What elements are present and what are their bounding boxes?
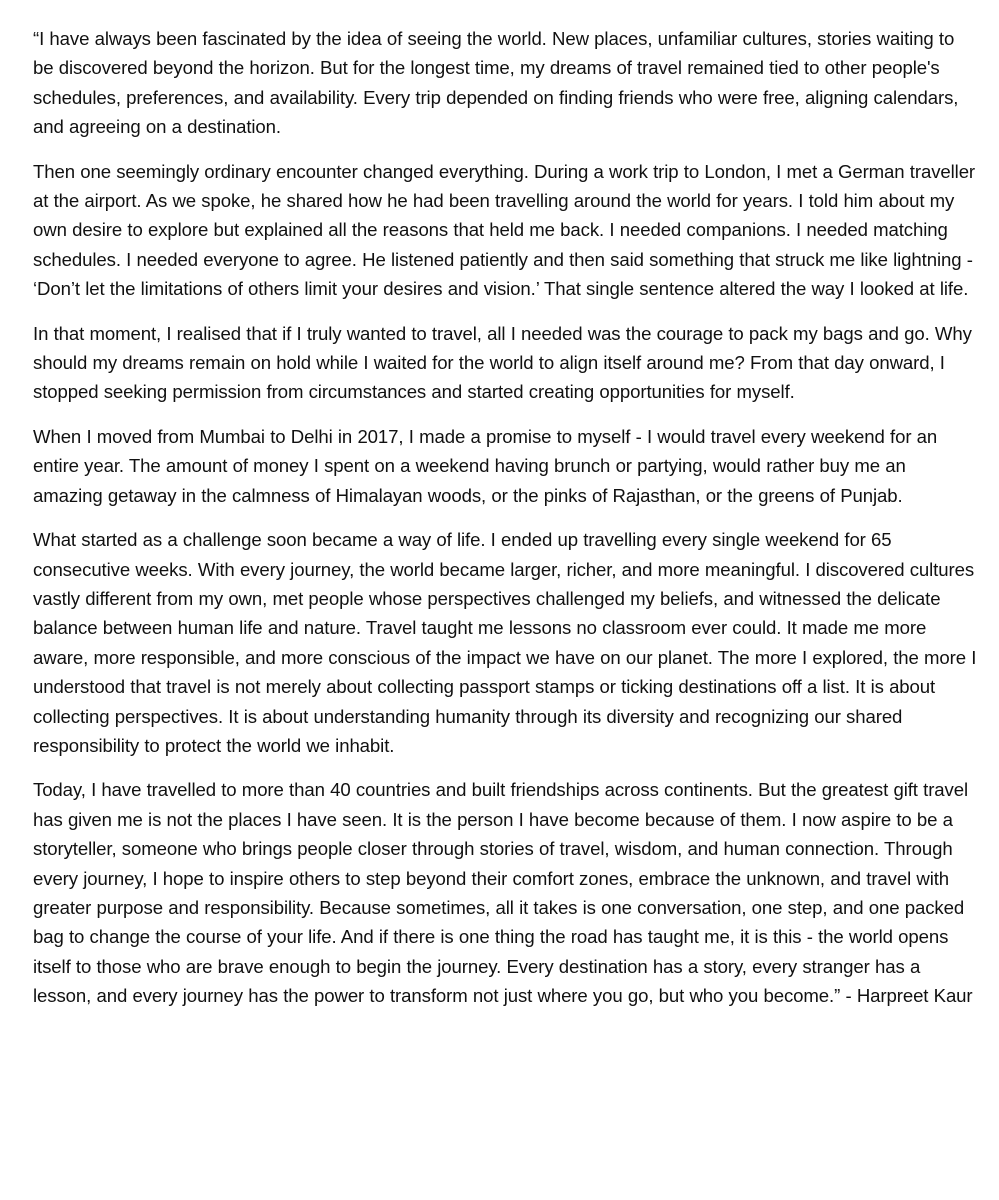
paragraph-promise: When I moved from Mumbai to Delhi in 2017, I made a promise to myself - I would travel every weekend for an entire year. The amount of money I spent on a weekend having brunch or partying, would rather buy me an amazing getaway in the calmness of Himalayan woods, or the pinks of Rajasthan, or the greens of Punjab. [33, 425, 938, 506]
paragraph-journey: What started as a challenge soon became a way of life. I ended up travelling every single weekend for 65 consecutive weeks. With every journey, the world became larger, richer, and more meaningful. I discovered cultures vastly different from my own, met people whose perspectives challenged my beliefs, and witnessed the delicate balance between human life and nature. Travel taught me lessons no classroom ever could. It made me more aware, more responsible, and more conscious of the impact we have on our planet. The more I explored, the more I understood that travel is not merely about collecting passport stamps or ticking destinations off a list. It is about collecting perspectives. It is about understanding humanity through its diversity and recognizing our shared responsibility to protect the world we inhabit. [33, 529, 977, 756]
paragraph-conclusion: Today, I have travelled to more than 40 countries and built friendships across continents. But the greatest gift travel has given me is not the places I have seen. It is the person I have become because of them. I now aspire to be a storyteller, someone who brings people closer through stories of travel, wisdom, and human connection. Through every journey, I hope to inspire others to step beyond their comfort zones, embrace the unknown, and travel with greater purpose and responsibility. Because sometimes, all it takes is one conversation, one step, and one packed bag to change the course of your life. And if there is one thing the road has taught me, it is this - the world opens itself to those who are brave enough to begin the journey. Every destination has a story, every stranger has a lesson, and every journey has the power to transform not just where you go, but who you become.” - Harpreet Kaur [33, 779, 973, 1007]
paragraph-intro: “I have always been fascinated by the idea of seeing the world. New places, unfamiliar cultures, stories waiting to be discovered beyond the horizon. But for the longest time, my dreams of travel remained tied to other people's schedules, preferences, and availability. Every trip depended on finding friends who were free, aligning calendars, and agreeing on a destination. [33, 28, 959, 138]
paragraph-encounter: Then one seemingly ordinary encounter changed everything. During a work trip to London, I met a German traveller at the airport. As we spoke, he shared how he had been travelling around the world for years. I told him about my own desire to explore but explained all the reasons that held me back. I needed companions. I needed matching schedules. I needed everyone to agree. He listened patiently and then said something that struck me like lightning - ‘Don’t let the limitations of others limit your desires and vision.’ That single sentence altered the way I looked at life. [33, 160, 976, 300]
paragraph-realisation: In that moment, I realised that if I truly wanted to travel, all I needed was the courage to pack my bags and go. Why should my dreams remain on hold while I waited for the world to align itself around me? From that day onward, I stopped seeking permission from circumstances and started creating opportunities for myself. [33, 322, 972, 403]
